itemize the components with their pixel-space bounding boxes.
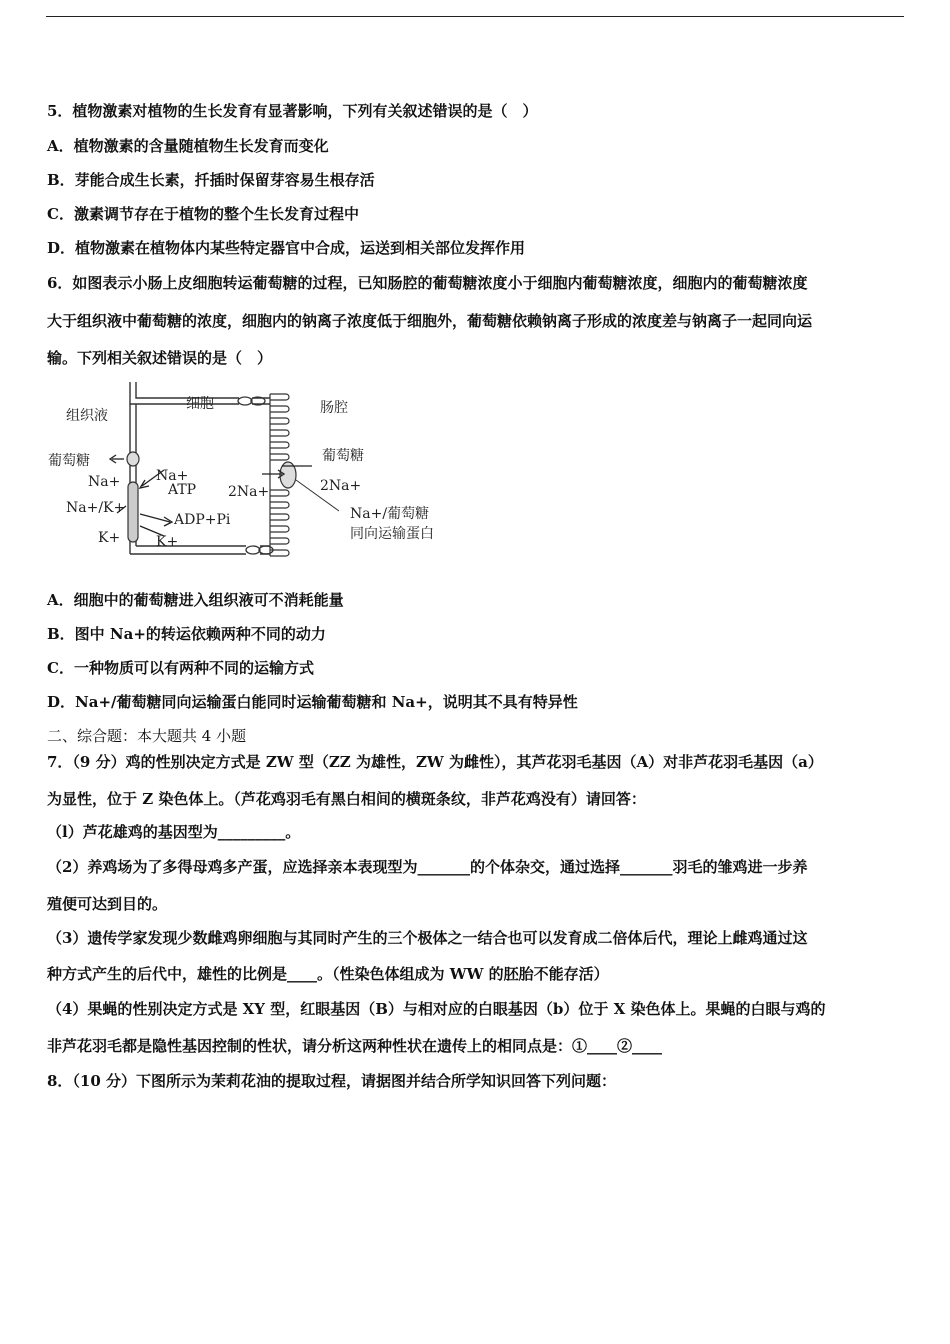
- label-2na-right: 2Na+: [320, 478, 362, 494]
- section-heading: 二、综合题：本大题共 4 小题: [47, 727, 247, 745]
- label-glucose-right: 葡萄糖: [322, 448, 364, 464]
- q7-line-8: （4）果蝇的性别决定方式是 XY 型，红眼基因（B）与相对应的白眼基因（b）位于 X 染色体上。果蝇的白眼与鸡的: [47, 1000, 826, 1018]
- label-k-right: K+: [156, 534, 179, 550]
- q6-stem-line-1: 6．如图表示小肠上皮细胞转运葡萄糖的过程，已知肠腔的葡萄糖浓度小于细胞内葡萄糖浓度，细胞内的葡萄糖浓度: [47, 274, 808, 292]
- q7-line-6: （3）遗传学家发现少数雌鸡卵细胞与其同时产生的三个极体之一结合也可以发育成二倍体后代，理论上雌鸡通过这: [47, 929, 808, 947]
- q7-line-7: 种方式产生的后代中，雄性的比例是____。（性染色体组成为 WW 的胚胎不能存活）: [47, 965, 609, 983]
- q5-stem: 5．植物激素对植物的生长发育有显著影响，下列有关叙述错误的是（ ）: [47, 102, 538, 120]
- diagram-svg: [44, 376, 464, 566]
- label-na-plus: Na+: [156, 468, 189, 484]
- label-lumen: 肠腔: [320, 400, 348, 416]
- label-atp: ATP: [168, 482, 197, 498]
- q7-line-5: 殖便可达到目的。: [47, 895, 168, 913]
- label-na-k: Na+/K+: [66, 500, 126, 516]
- q5-option-c: C．激素调节存在于植物的整个生长发育过程中: [47, 205, 359, 223]
- q6-option-d: D．Na+/葡萄糖同向运输蛋白能同时运输葡萄糖和 Na+，说明其不具有特异性: [47, 693, 578, 711]
- label-na-in: Na+: [88, 474, 121, 490]
- q7-line-1: 7．（9 分）鸡的性别决定方式是 ZW 型（ZZ 为雄性，ZW 为雌性），其芦花羽毛基因（A）对非芦花羽毛基因（a）: [47, 753, 823, 771]
- label-tissue-fluid: 组织液: [66, 408, 108, 424]
- q7-line-2: 为显性，位于 Z 染色体上。（芦花鸡羽毛有黑白相间的横斑条纹，非芦花鸡没有）请回答：: [47, 790, 646, 808]
- q6-stem-line-2: 大于组织液中葡萄糖的浓度，细胞内的钠离子浓度低于细胞外，葡萄糖依赖钠离子形成的浓度差与钠离子一起同向运: [47, 312, 813, 330]
- label-transporter-2: 同向运输蛋白: [350, 526, 434, 542]
- glucose-transport-diagram: [44, 376, 464, 566]
- label-k-left: K+: [98, 530, 121, 546]
- q6-option-b: B．图中 Na+的转运依赖两种不同的动力: [47, 625, 326, 643]
- q6-option-c: C．一种物质可以有两种不同的运输方式: [47, 659, 314, 677]
- label-cell: 细胞: [186, 396, 214, 412]
- q5-option-d: D．植物激素在植物体内某些特定器官中合成，运送到相关部位发挥作用: [47, 239, 526, 257]
- q7-line-3: （l）芦花雄鸡的基因型为_________。: [47, 823, 301, 841]
- q5-option-b: B．芽能合成生长素，扦插时保留芽容易生根存活: [47, 171, 375, 189]
- label-transporter-1: Na+/葡萄糖: [350, 506, 430, 522]
- label-2na-left: 2Na+: [228, 484, 270, 500]
- q7-line-9: 非芦花羽毛都是隐性基因控制的性状，请分析这两种性状在遗传上的相同点是：①____②____: [47, 1037, 663, 1055]
- header-rule: [46, 16, 904, 17]
- label-adp-pi: ADP+Pi: [174, 512, 231, 528]
- q5-option-a: A．植物激素的含量随植物生长发育而变化: [47, 137, 329, 155]
- q7-line-4: （2）养鸡场为了多得母鸡多产蛋，应选择亲本表现型为_______的个体杂交，通过选择_______羽毛的雏鸡进一步养: [47, 858, 808, 876]
- label-glucose-left: 葡萄糖: [48, 453, 90, 469]
- q6-option-a: A．细胞中的葡萄糖进入组织液可不消耗能量: [47, 591, 344, 609]
- q8-stem: 8．（10 分）下图所示为茉莉花油的提取过程，请据图并结合所学知识回答下列问题：: [47, 1072, 617, 1090]
- q6-stem-line-3: 输。下列相关叙述错误的是（ ）: [47, 349, 273, 367]
